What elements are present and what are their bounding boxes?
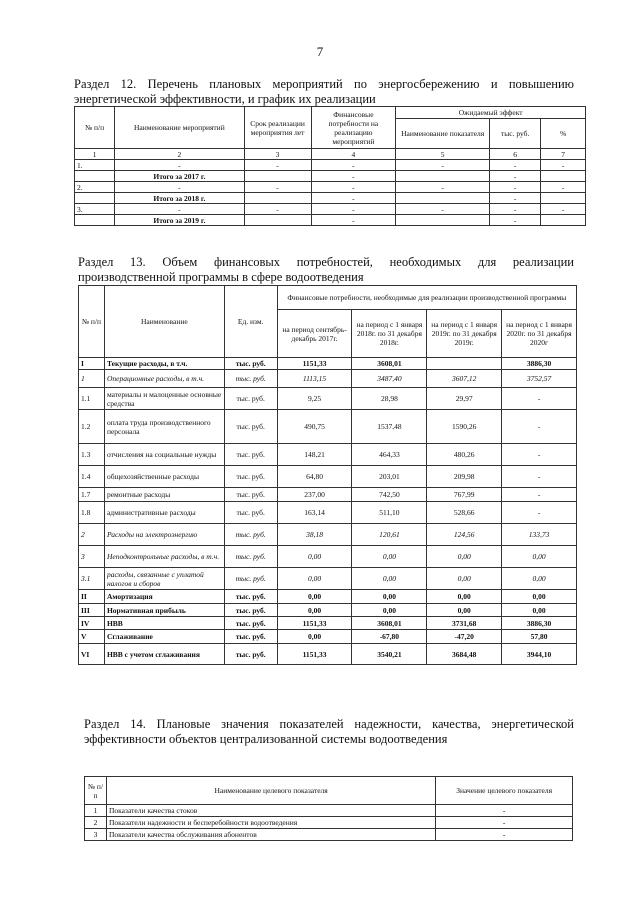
row-unit: тыс. руб.: [224, 444, 277, 466]
row-pct: -: [541, 182, 586, 193]
row-value: 1151,33: [277, 644, 352, 665]
row-pct: -: [541, 204, 586, 215]
row-value: 38,18: [277, 524, 352, 546]
row-value: -: [502, 488, 577, 502]
row-value: 0,00: [352, 568, 427, 590]
row-name: Расходы на электроэнергию: [104, 524, 224, 546]
s13-col-group: Финансовые потребности, необходимые для реализации производственной программы: [277, 286, 576, 310]
row-value: 3886,30: [502, 358, 577, 370]
row-value: 0,00: [352, 590, 427, 604]
row-value: 742,50: [352, 488, 427, 502]
s13-col-period-2018: на период с 1 января 2018г. по 31 декабря 2018г.: [352, 310, 427, 358]
table-row: [79, 358, 577, 370]
row-value: 0,00: [277, 568, 352, 590]
row-value: 3944,10: [502, 644, 577, 665]
row-name: НВВ: [104, 617, 224, 630]
row-value: 1537,48: [352, 410, 427, 444]
row-value: 209,98: [427, 466, 502, 488]
row-value: 0,00: [277, 546, 352, 568]
table-row: [75, 171, 586, 182]
table-row: [79, 568, 577, 590]
row-value: 0,00: [427, 590, 502, 604]
row-name: Итого за 2019 г.: [115, 215, 244, 226]
row-value: 1590,26: [427, 410, 502, 444]
row-value: -: [436, 817, 573, 829]
row-pct: [541, 215, 586, 226]
row-name: административные расходы: [104, 502, 224, 524]
row-term: -: [244, 182, 311, 193]
row-value: 3607,12: [427, 370, 502, 388]
s12-col-pct: %: [541, 119, 586, 149]
table-row: [79, 630, 577, 644]
row-name: Итого за 2018 г.: [115, 193, 244, 204]
row-unit: тыс. руб.: [224, 630, 277, 644]
s13-col-period-2017: на период сентябрь-декабрь 2017г.: [277, 310, 352, 358]
row-fin: -: [311, 171, 396, 182]
row-rub: -: [490, 215, 541, 226]
row-indicator: -: [396, 182, 490, 193]
row-fin: -: [311, 182, 396, 193]
row-name: ремонтные расходы: [104, 488, 224, 502]
table-row: [79, 546, 577, 568]
row-rub: -: [490, 182, 541, 193]
row-number: 1.3: [79, 444, 105, 466]
row-name: расходы, связанные с уплатой налогов и сборов: [104, 568, 224, 590]
row-name: Текущие расходы, в т.ч.: [104, 358, 224, 370]
s12-col-term: Срок реализации мероприятия лет: [244, 107, 311, 149]
row-pct: [541, 193, 586, 204]
s13-col-period-2019: на период с 1 января 2019г. по 31 декабря 2019г.: [427, 310, 502, 358]
table-row: [79, 444, 577, 466]
row-fin: -: [311, 204, 396, 215]
row-indicator: [396, 171, 490, 182]
row-unit: тыс. руб.: [224, 488, 277, 502]
row-number: 1.2: [79, 410, 105, 444]
section-14-table: [84, 776, 573, 841]
table-row: [79, 604, 577, 617]
row-name: Операционные расходы, в т.ч.: [104, 370, 224, 388]
row-value: 490,75: [277, 410, 352, 444]
table-row: [85, 805, 573, 817]
table-row: [85, 817, 573, 829]
row-name: отчисления на социальные нужды: [104, 444, 224, 466]
s12-colnum: 7: [541, 149, 586, 160]
row-value: 480,26: [427, 444, 502, 466]
row-value: -: [502, 444, 577, 466]
row-unit: тыс. руб.: [224, 604, 277, 617]
row-value: 1151,33: [277, 617, 352, 630]
s12-colnum: 1: [75, 149, 115, 160]
row-name: Амортизация: [104, 590, 224, 604]
row-value: -: [502, 502, 577, 524]
row-value: 3608,01: [352, 617, 427, 630]
s12-col-fin: Финансовые потребности на реализацию мероприятий: [311, 107, 396, 149]
row-value: -: [502, 410, 577, 444]
row-rub: -: [490, 204, 541, 215]
s14-col-name: Наименование целевого показателя: [106, 777, 435, 805]
section-12-heading: Раздел 12. Перечень плановых мероприятий по энергосбережению и повышению энергетической эффективности, и график их реализации: [74, 77, 574, 106]
row-value: 511,10: [352, 502, 427, 524]
s13-col-period-2020: на период с 1 января 2020г. по 31 декабря 2020г: [502, 310, 577, 358]
s12-colnums-row: [75, 149, 586, 160]
row-indicator: [396, 215, 490, 226]
row-number: 1.1: [79, 388, 105, 410]
row-value: 3487,40: [352, 370, 427, 388]
s13-col-unit: Ед. изм.: [224, 286, 277, 358]
row-number: 1: [85, 805, 107, 817]
row-unit: тыс. руб.: [224, 568, 277, 590]
table-row: [75, 193, 586, 204]
row-number: 1: [79, 370, 105, 388]
row-value: 29,97: [427, 388, 502, 410]
row-unit: тыс. руб.: [224, 617, 277, 630]
s12-colnum: 5: [396, 149, 490, 160]
row-value: 3540,21: [352, 644, 427, 665]
row-value: 0,00: [277, 604, 352, 617]
table-row: [79, 590, 577, 604]
row-value: 237,00: [277, 488, 352, 502]
row-number: 2: [85, 817, 107, 829]
row-number: III: [79, 604, 105, 617]
row-number: 3.1: [79, 568, 105, 590]
row-value: 28,98: [352, 388, 427, 410]
s12-colnum: 3: [244, 149, 311, 160]
table-row: [75, 182, 586, 193]
row-term: [244, 171, 311, 182]
row-value: 0,00: [352, 546, 427, 568]
row-unit: тыс. руб.: [224, 410, 277, 444]
row-rub: -: [490, 160, 541, 171]
row-number: 1.: [75, 160, 115, 171]
row-value: 3886,30: [502, 617, 577, 630]
table-row: [79, 388, 577, 410]
row-unit: тыс. руб.: [224, 590, 277, 604]
row-value: 57,80: [502, 630, 577, 644]
table-row: [79, 524, 577, 546]
row-value: 767,99: [427, 488, 502, 502]
row-unit: тыс. руб.: [224, 466, 277, 488]
row-value: 0,00: [502, 590, 577, 604]
row-value: 1151,33: [277, 358, 352, 370]
row-number: 2.: [75, 182, 115, 193]
row-value: 1113,15: [277, 370, 352, 388]
row-rub: -: [490, 171, 541, 182]
row-pct: -: [541, 160, 586, 171]
row-value: 64,80: [277, 466, 352, 488]
row-value: -67,80: [352, 630, 427, 644]
row-value: 0,00: [502, 568, 577, 590]
s13-col-name: Наименование: [104, 286, 224, 358]
row-number: VI: [79, 644, 105, 665]
row-value: 163,14: [277, 502, 352, 524]
row-name: Показатели качества обслуживания абонентов: [106, 829, 435, 841]
row-value: 0,00: [277, 630, 352, 644]
table-row: [79, 466, 577, 488]
row-value: -: [436, 805, 573, 817]
row-unit: тыс. руб.: [224, 370, 277, 388]
row-fin: -: [311, 160, 396, 171]
row-value: 3684,48: [427, 644, 502, 665]
row-unit: тыс. руб.: [224, 644, 277, 665]
row-unit: тыс. руб.: [224, 546, 277, 568]
row-value: 0,00: [352, 604, 427, 617]
table-row: [79, 370, 577, 388]
s12-col-num: № п/п: [75, 107, 115, 149]
s12-colnum: 6: [490, 149, 541, 160]
row-value: 9,25: [277, 388, 352, 410]
section-14-heading: Раздел 14. Плановые значения показателей надежности, качества, энергетической эффективности объектов централизованной системы водоотведения: [84, 717, 574, 746]
row-value: 464,33: [352, 444, 427, 466]
row-number: 2: [79, 524, 105, 546]
row-number: 3: [85, 829, 107, 841]
row-value: 0,00: [427, 568, 502, 590]
row-pct: [541, 171, 586, 182]
row-number: II: [79, 590, 105, 604]
row-value: -47,20: [427, 630, 502, 644]
row-name: общехозяйственные расходы: [104, 466, 224, 488]
row-name: НВВ с учетом сглаживания: [104, 644, 224, 665]
row-value: 203,01: [352, 466, 427, 488]
table-row: [75, 215, 586, 226]
row-name: Неподконтрольные расходы, в т.ч.: [104, 546, 224, 568]
row-number: [75, 193, 115, 204]
row-unit: тыс. руб.: [224, 358, 277, 370]
row-value: 528,66: [427, 502, 502, 524]
row-value: 0,00: [502, 546, 577, 568]
row-term: [244, 193, 311, 204]
row-value: 148,21: [277, 444, 352, 466]
row-name: Нормативная прибыль: [104, 604, 224, 617]
row-value: 3608,01: [352, 358, 427, 370]
row-value: -: [502, 388, 577, 410]
row-unit: тыс. руб.: [224, 388, 277, 410]
row-indicator: -: [396, 204, 490, 215]
page-number: 7: [316, 44, 324, 59]
row-fin: -: [311, 193, 396, 204]
row-number: 3.: [75, 204, 115, 215]
table-row: [79, 644, 577, 665]
row-value: 133,73: [502, 524, 577, 546]
table-row: [79, 617, 577, 630]
row-term: -: [244, 204, 311, 215]
row-name: -: [115, 182, 244, 193]
row-number: IV: [79, 617, 105, 630]
s12-col-effect: Ожидаемый эффект: [396, 107, 586, 119]
row-value: -: [502, 466, 577, 488]
table-row: [75, 160, 586, 171]
row-number: 1.4: [79, 466, 105, 488]
row-name: материалы и малоценные основные средства: [104, 388, 224, 410]
row-value: 3752,57: [502, 370, 577, 388]
row-value: 0,00: [427, 546, 502, 568]
row-value: 124,56: [427, 524, 502, 546]
row-value: [427, 358, 502, 370]
row-rub: -: [490, 193, 541, 204]
table-row: [79, 502, 577, 524]
table-row: [79, 410, 577, 444]
row-fin: -: [311, 215, 396, 226]
table-row: [79, 488, 577, 502]
row-unit: тыс. руб.: [224, 524, 277, 546]
row-indicator: [396, 193, 490, 204]
row-value: 0,00: [277, 590, 352, 604]
row-number: 1.7: [79, 488, 105, 502]
row-value: 3731,68: [427, 617, 502, 630]
table-row: [75, 204, 586, 215]
row-name: Сглаживание: [104, 630, 224, 644]
row-name: оплата труда производственного персонала: [104, 410, 224, 444]
s13-col-num: № п/п: [79, 286, 105, 358]
s12-colnum: 4: [311, 149, 396, 160]
row-name: -: [115, 160, 244, 171]
row-name: Показатели надежности и бесперебойности водоотведения: [106, 817, 435, 829]
row-term: -: [244, 160, 311, 171]
row-value: 120,61: [352, 524, 427, 546]
section-13-table: [78, 285, 577, 665]
row-value: 0,00: [427, 604, 502, 617]
row-indicator: -: [396, 160, 490, 171]
table-row: [85, 829, 573, 841]
row-name: -: [115, 204, 244, 215]
row-number: [75, 171, 115, 182]
s12-colnum: 2: [115, 149, 244, 160]
s12-col-rub: тыс. руб.: [490, 119, 541, 149]
row-name: Показатели качества стоков: [106, 805, 435, 817]
row-number: I: [79, 358, 105, 370]
section-13-heading: Раздел 13. Объем финансовых потребностей, необходимых для реализации производственной программы в сфере водоотведения: [78, 255, 574, 284]
row-value: -: [436, 829, 573, 841]
row-term: [244, 215, 311, 226]
s14-col-num: № п/п: [85, 777, 107, 805]
row-number: V: [79, 630, 105, 644]
row-unit: тыс. руб.: [224, 502, 277, 524]
row-number: 3: [79, 546, 105, 568]
row-name: Итого за 2017 г.: [115, 171, 244, 182]
s12-col-indicator: Наименование показателя: [396, 119, 490, 149]
row-value: 0,00: [502, 604, 577, 617]
row-number: 1.8: [79, 502, 105, 524]
s12-col-name: Наименование мероприятий: [115, 107, 244, 149]
row-number: [75, 215, 115, 226]
section-12-table: [74, 106, 586, 226]
s14-col-value: Значение целевого показателя: [436, 777, 573, 805]
